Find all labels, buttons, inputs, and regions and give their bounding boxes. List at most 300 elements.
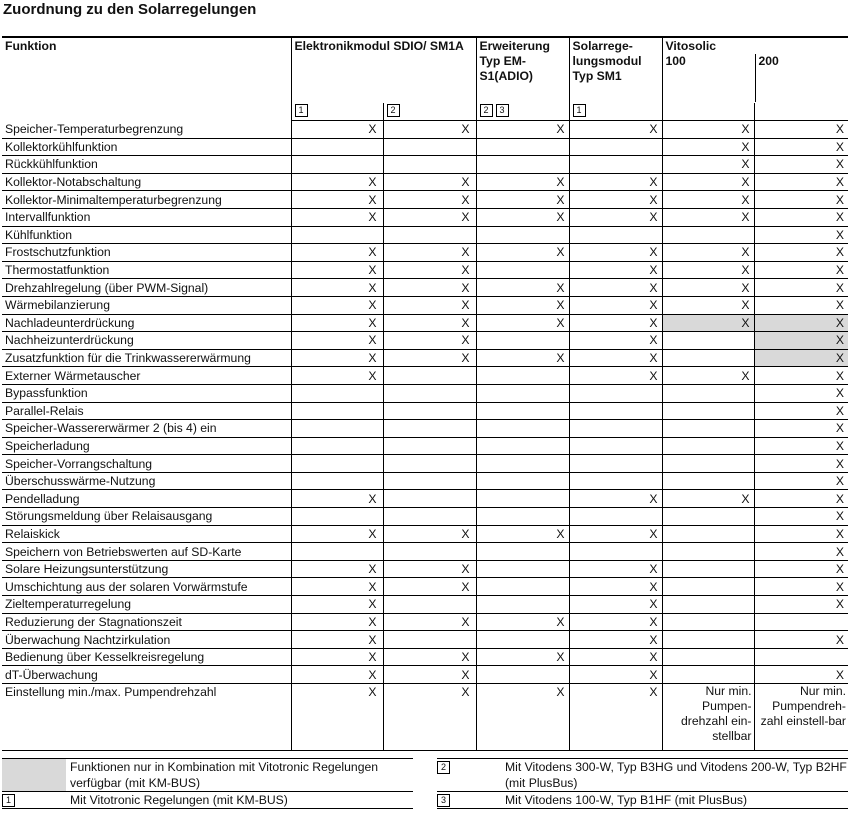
table-row bbox=[2, 631, 848, 649]
row-mark-cell bbox=[754, 261, 848, 279]
row-mark-cell bbox=[476, 156, 569, 174]
row-mark-cell bbox=[383, 596, 476, 614]
table-row bbox=[2, 648, 848, 666]
row-mark-cell bbox=[662, 121, 754, 139]
row-mark-cell bbox=[383, 332, 476, 350]
row-mark-cell bbox=[754, 121, 848, 139]
row-mark-cell bbox=[383, 543, 476, 561]
row-mark-cell bbox=[754, 490, 848, 508]
row-mark-cell bbox=[754, 455, 848, 473]
mark-x: X bbox=[835, 157, 845, 172]
table-row bbox=[2, 437, 848, 455]
row-mark-cell bbox=[662, 631, 754, 649]
row-mark-cell bbox=[383, 525, 476, 543]
table-row bbox=[2, 296, 848, 314]
legend-gray-swatch bbox=[2, 759, 66, 792]
row-mark-cell bbox=[476, 314, 569, 332]
row-function-name: Umschichtung aus der solaren Vorwärmstufe bbox=[2, 578, 291, 596]
mark-x: X bbox=[368, 597, 377, 612]
mark-x: X bbox=[741, 298, 750, 313]
row-mark-cell bbox=[662, 244, 754, 262]
row-mark-cell bbox=[383, 402, 476, 420]
mark-x: X bbox=[556, 298, 565, 313]
mark-x: X bbox=[368, 245, 377, 260]
row-mark-cell bbox=[383, 226, 476, 244]
row-function-name: Frostschutzfunktion bbox=[2, 244, 291, 262]
mark-x: X bbox=[556, 526, 565, 541]
legend-box-3: 3 bbox=[437, 794, 450, 807]
table-row bbox=[2, 121, 848, 139]
row-mark-cell bbox=[476, 367, 569, 385]
row-function-name: Wärmebilanzierung bbox=[2, 296, 291, 314]
row-mark-cell bbox=[754, 367, 848, 385]
table-row bbox=[2, 226, 848, 244]
mark-x: X bbox=[741, 315, 750, 330]
row-mark-cell bbox=[754, 525, 848, 543]
row-function-name: Kollektor-Minimaltemperaturbegrenzung bbox=[2, 191, 291, 209]
row-mark-cell bbox=[754, 560, 848, 578]
row-mark-cell bbox=[383, 648, 476, 666]
row-function-name: Zieltemperaturregelung bbox=[2, 596, 291, 614]
row-mark-cell bbox=[476, 244, 569, 262]
legend-box-2: 2 bbox=[437, 761, 450, 774]
row-mark-cell bbox=[476, 437, 569, 455]
mark-x: X bbox=[649, 650, 658, 665]
legend-right bbox=[437, 758, 848, 809]
mark-x: X bbox=[835, 263, 845, 278]
row-mark-cell bbox=[662, 543, 754, 561]
mark-x: X bbox=[368, 650, 377, 665]
row-mark-cell bbox=[291, 244, 383, 262]
row-mark-cell bbox=[383, 121, 476, 139]
mark-x: X bbox=[741, 122, 750, 137]
row-function-name: Überwachung Nachtzirkulation bbox=[2, 631, 291, 649]
row-mark-cell bbox=[476, 173, 569, 191]
header-funktion: Funktion bbox=[2, 37, 291, 121]
row-mark-cell bbox=[291, 543, 383, 561]
mark-x: X bbox=[835, 403, 845, 418]
table-row bbox=[2, 191, 848, 209]
mark-x: X bbox=[556, 192, 565, 207]
mark-x: X bbox=[368, 368, 377, 383]
row-mark-cell bbox=[569, 191, 662, 209]
header-vitosolic-label: Vitosolic bbox=[665, 39, 717, 53]
mark-x: X bbox=[556, 614, 565, 629]
row-mark-cell bbox=[754, 508, 848, 526]
table-row bbox=[2, 472, 848, 490]
table-row bbox=[2, 208, 848, 226]
row-mark-cell bbox=[569, 349, 662, 367]
mark-x: X bbox=[649, 614, 658, 629]
mark-x: X bbox=[649, 210, 658, 225]
mark-x: X bbox=[835, 421, 845, 436]
row-mark-cell bbox=[383, 490, 476, 508]
mark-x: X bbox=[835, 351, 845, 366]
row-mark-cell bbox=[476, 578, 569, 596]
mark-x: X bbox=[461, 562, 470, 577]
mark-x: X bbox=[556, 351, 565, 366]
table-row bbox=[2, 244, 848, 262]
row-mark-cell bbox=[662, 472, 754, 490]
legend-gray-text: Funktionen nur in Kombination mit Vitotronic Regelungen verfügbar (mit KM-BUS) bbox=[66, 759, 413, 792]
row-mark-cell bbox=[569, 437, 662, 455]
mark-x: X bbox=[835, 298, 845, 313]
row-mark-cell bbox=[569, 173, 662, 191]
row-function-name: Pendelladung bbox=[2, 490, 291, 508]
mark-x: X bbox=[368, 175, 377, 190]
mark-x: X bbox=[368, 614, 377, 629]
mark-x: X bbox=[835, 192, 845, 207]
row-mark-cell bbox=[476, 121, 569, 139]
mark-x: X bbox=[649, 491, 658, 506]
mark-x: X bbox=[741, 280, 750, 295]
row-mark-cell bbox=[383, 613, 476, 631]
row-mark-cell bbox=[383, 508, 476, 526]
row-mark-cell bbox=[383, 244, 476, 262]
row-function-name: Speicher-Temperaturbegrenzung bbox=[2, 121, 291, 139]
legend-box-1: 1 bbox=[2, 794, 15, 807]
footnote-box-1: 1 bbox=[295, 104, 308, 117]
pump-speed-note: Nur min. Pumpen-drehzahl ein-stellbar bbox=[662, 684, 754, 751]
row-mark-cell bbox=[291, 666, 383, 684]
table-row bbox=[2, 349, 848, 367]
table-row bbox=[2, 490, 848, 508]
row-mark-cell bbox=[569, 121, 662, 139]
table-row bbox=[2, 261, 848, 279]
mark-x: X bbox=[461, 192, 470, 207]
mark-x: X bbox=[835, 491, 845, 506]
mark-x: X bbox=[368, 298, 377, 313]
row-mark-cell bbox=[569, 402, 662, 420]
mark-x: X bbox=[368, 632, 377, 647]
row-mark-cell bbox=[476, 261, 569, 279]
pump-speed-note: Nur min. Pumpendreh-zahl einstell-bar bbox=[754, 684, 848, 751]
row-function-name: Nachheizunterdrückung bbox=[2, 332, 291, 350]
row-mark-cell bbox=[291, 437, 383, 455]
mark-x: X bbox=[741, 245, 750, 260]
row-mark-cell bbox=[662, 349, 754, 367]
row-function-name: Reduzierung der Stagnationszeit bbox=[2, 613, 291, 631]
row-mark-cell bbox=[754, 578, 848, 596]
mark-x: X bbox=[835, 122, 845, 137]
row-mark-cell bbox=[662, 402, 754, 420]
row-function-name: Thermostatfunktion bbox=[2, 261, 291, 279]
row-mark-cell bbox=[569, 455, 662, 473]
page-title: Zuordnung zu den Solarregelungen bbox=[3, 1, 257, 18]
row-mark-cell bbox=[291, 279, 383, 297]
row-mark-cell bbox=[291, 578, 383, 596]
mark-x: X bbox=[461, 280, 470, 295]
row-mark-cell bbox=[476, 384, 569, 402]
row-function-name: Speicher-Wassererwärmer 2 (bis 4) ein bbox=[2, 420, 291, 438]
table-row bbox=[2, 279, 848, 297]
mark-x: X bbox=[649, 632, 658, 647]
row-mark-cell bbox=[383, 367, 476, 385]
row-mark-cell bbox=[569, 226, 662, 244]
row-mark-cell bbox=[291, 631, 383, 649]
row-function-name: Speichern von Betriebswerten auf SD-Karte bbox=[2, 543, 291, 561]
mark-x: X bbox=[741, 210, 750, 225]
row-mark-cell bbox=[291, 472, 383, 490]
row-function-name: Externer Wärmetauscher bbox=[2, 367, 291, 385]
footnote-box-1: 1 bbox=[573, 104, 586, 117]
row-function-name: Einstellung min./max. Pumpendrehzahl bbox=[2, 684, 291, 751]
mark-x: X bbox=[741, 263, 750, 278]
row-mark-cell bbox=[569, 508, 662, 526]
mark-x: X bbox=[461, 122, 470, 137]
row-mark-cell bbox=[754, 472, 848, 490]
row-mark-cell bbox=[291, 455, 383, 473]
mark-x: X bbox=[368, 210, 377, 225]
row-mark-cell bbox=[569, 578, 662, 596]
row-mark-cell bbox=[383, 631, 476, 649]
mark-x: X bbox=[556, 245, 565, 260]
row-mark-cell bbox=[291, 490, 383, 508]
row-mark-cell bbox=[754, 631, 848, 649]
row-mark-cell bbox=[291, 226, 383, 244]
row-mark-cell bbox=[754, 402, 848, 420]
row-function-name: dT-Überwachung bbox=[2, 666, 291, 684]
row-mark-cell bbox=[383, 156, 476, 174]
row-mark-cell bbox=[569, 314, 662, 332]
mark-x: X bbox=[556, 650, 565, 665]
row-mark-cell bbox=[291, 191, 383, 209]
row-mark-cell bbox=[291, 560, 383, 578]
row-mark-cell bbox=[383, 472, 476, 490]
mark-x: X bbox=[835, 175, 845, 190]
row-mark-cell bbox=[569, 684, 662, 751]
row-function-name: Störungsmeldung über Relaisausgang bbox=[2, 508, 291, 526]
mark-x: X bbox=[461, 210, 470, 225]
row-function-name: Rückkühlfunktion bbox=[2, 156, 291, 174]
mark-x: X bbox=[556, 315, 565, 330]
table-row bbox=[2, 543, 848, 561]
row-mark-cell bbox=[569, 244, 662, 262]
row-mark-cell bbox=[662, 156, 754, 174]
row-mark-cell bbox=[662, 578, 754, 596]
table-row bbox=[2, 314, 848, 332]
mark-x: X bbox=[461, 315, 470, 330]
header-vitosolic-200: 200 bbox=[755, 54, 849, 102]
row-mark-cell bbox=[383, 384, 476, 402]
row-mark-cell bbox=[662, 367, 754, 385]
footnote-box-3: 3 bbox=[496, 104, 509, 117]
row-mark-cell bbox=[476, 296, 569, 314]
row-mark-cell bbox=[476, 525, 569, 543]
row-mark-cell bbox=[476, 455, 569, 473]
mark-x: X bbox=[741, 175, 750, 190]
row-mark-cell bbox=[476, 349, 569, 367]
row-mark-cell bbox=[291, 384, 383, 402]
row-mark-cell bbox=[383, 138, 476, 156]
mark-x: X bbox=[461, 175, 470, 190]
mark-x: X bbox=[741, 491, 750, 506]
row-mark-cell bbox=[662, 279, 754, 297]
mark-x: X bbox=[368, 491, 377, 506]
row-mark-cell bbox=[476, 613, 569, 631]
mark-x: X bbox=[835, 526, 845, 541]
mark-x: X bbox=[649, 597, 658, 612]
footnote-box-2: 2 bbox=[387, 104, 400, 117]
row-mark-cell bbox=[476, 648, 569, 666]
row-mark-cell bbox=[476, 543, 569, 561]
row-mark-cell bbox=[569, 296, 662, 314]
table-row bbox=[2, 384, 848, 402]
row-mark-cell bbox=[569, 596, 662, 614]
row-mark-cell bbox=[383, 208, 476, 226]
row-mark-cell bbox=[662, 613, 754, 631]
row-mark-cell bbox=[476, 472, 569, 490]
row-mark-cell bbox=[383, 684, 476, 751]
row-function-name: Parallel-Relais bbox=[2, 402, 291, 420]
row-mark-cell bbox=[476, 508, 569, 526]
header-sm1: Solarrege-lungsmodul Typ SM1 bbox=[569, 37, 662, 103]
mark-x: X bbox=[368, 333, 377, 348]
row-mark-cell bbox=[569, 261, 662, 279]
row-function-name: Drehzahlregelung (über PWM-Signal) bbox=[2, 279, 291, 297]
row-mark-cell bbox=[476, 560, 569, 578]
row-mark-cell bbox=[662, 560, 754, 578]
row-mark-cell bbox=[476, 226, 569, 244]
row-mark-cell bbox=[569, 613, 662, 631]
row-mark-cell bbox=[754, 279, 848, 297]
mark-x: X bbox=[835, 544, 845, 559]
row-function-name: Überschusswärme-Nutzung bbox=[2, 472, 291, 490]
row-mark-cell bbox=[476, 631, 569, 649]
mark-x: X bbox=[461, 667, 470, 682]
mark-x: X bbox=[461, 245, 470, 260]
mark-x: X bbox=[835, 562, 845, 577]
mark-x: X bbox=[835, 474, 845, 489]
row-mark-cell bbox=[476, 402, 569, 420]
row-mark-cell bbox=[662, 208, 754, 226]
table-row bbox=[2, 420, 848, 438]
mark-x: X bbox=[835, 245, 845, 260]
row-mark-cell bbox=[754, 648, 848, 666]
row-mark-cell bbox=[662, 648, 754, 666]
mark-x: X bbox=[461, 685, 470, 699]
row-mark-cell bbox=[291, 121, 383, 139]
legend-box2-text: Mit Vitodens 300-W, Typ B3HG und Vitodens 200-W, Typ B2HF (mit PlusBus) bbox=[501, 759, 848, 792]
row-function-name: Nachladeunterdrückung bbox=[2, 314, 291, 332]
row-mark-cell bbox=[754, 226, 848, 244]
row-function-name: Kollektor-Notabschaltung bbox=[2, 173, 291, 191]
row-mark-cell bbox=[754, 156, 848, 174]
mark-x: X bbox=[649, 175, 658, 190]
row-mark-cell bbox=[662, 455, 754, 473]
row-function-name: Speicherladung bbox=[2, 437, 291, 455]
row-mark-cell bbox=[291, 314, 383, 332]
row-mark-cell bbox=[754, 420, 848, 438]
row-mark-cell bbox=[291, 596, 383, 614]
table-row bbox=[2, 455, 848, 473]
mark-x: X bbox=[835, 597, 845, 612]
row-mark-cell bbox=[662, 314, 754, 332]
mark-x: X bbox=[835, 509, 845, 524]
row-mark-cell bbox=[662, 437, 754, 455]
row-mark-cell bbox=[476, 208, 569, 226]
row-mark-cell bbox=[476, 684, 569, 751]
mark-x: X bbox=[835, 333, 845, 348]
row-mark-cell bbox=[569, 490, 662, 508]
table-row bbox=[2, 525, 848, 543]
row-mark-cell bbox=[291, 420, 383, 438]
mark-x: X bbox=[649, 192, 658, 207]
mark-x: X bbox=[368, 685, 377, 699]
row-mark-cell bbox=[291, 173, 383, 191]
row-mark-cell bbox=[662, 525, 754, 543]
row-mark-cell bbox=[569, 367, 662, 385]
mark-x: X bbox=[368, 579, 377, 594]
mark-x: X bbox=[368, 526, 377, 541]
mark-x: X bbox=[741, 157, 750, 172]
row-mark-cell bbox=[383, 560, 476, 578]
mark-x: X bbox=[461, 650, 470, 665]
row-mark-cell bbox=[476, 279, 569, 297]
row-mark-cell bbox=[476, 420, 569, 438]
table-row bbox=[2, 173, 848, 191]
header-vitosolic-100: 100 bbox=[665, 54, 686, 68]
row-mark-cell bbox=[662, 596, 754, 614]
mark-x: X bbox=[835, 579, 845, 594]
row-function-name: Bedienung über Kesselkreisregelung bbox=[2, 648, 291, 666]
row-mark-cell bbox=[291, 648, 383, 666]
mark-x: X bbox=[835, 632, 845, 647]
row-mark-cell bbox=[569, 208, 662, 226]
row-mark-cell bbox=[754, 208, 848, 226]
mark-x: X bbox=[649, 245, 658, 260]
mark-x: X bbox=[649, 579, 658, 594]
mark-x: X bbox=[741, 368, 750, 383]
mark-x: X bbox=[461, 614, 470, 629]
header-vitosolic bbox=[662, 37, 848, 103]
footnote-box-2: 2 bbox=[480, 104, 493, 117]
row-mark-cell bbox=[383, 191, 476, 209]
row-mark-cell bbox=[569, 631, 662, 649]
row-mark-cell bbox=[291, 349, 383, 367]
mark-x: X bbox=[649, 526, 658, 541]
mark-x: X bbox=[649, 562, 658, 577]
row-mark-cell bbox=[476, 332, 569, 350]
mark-x: X bbox=[649, 667, 658, 682]
row-mark-cell bbox=[754, 543, 848, 561]
row-mark-cell bbox=[662, 384, 754, 402]
legend-left bbox=[2, 758, 413, 809]
row-mark-cell bbox=[754, 437, 848, 455]
row-mark-cell bbox=[383, 261, 476, 279]
table-row bbox=[2, 332, 848, 350]
mark-x: X bbox=[368, 122, 377, 137]
mark-x: X bbox=[368, 667, 377, 682]
row-function-name: Relaiskick bbox=[2, 525, 291, 543]
mark-x: X bbox=[461, 526, 470, 541]
mark-x: X bbox=[835, 667, 845, 682]
row-mark-cell bbox=[569, 279, 662, 297]
mark-x: X bbox=[649, 333, 658, 348]
row-mark-cell bbox=[569, 648, 662, 666]
mark-x: X bbox=[741, 192, 750, 207]
mark-x: X bbox=[835, 280, 845, 295]
mark-x: X bbox=[649, 280, 658, 295]
table-row bbox=[2, 508, 848, 526]
row-mark-cell bbox=[291, 684, 383, 751]
row-function-name: Speicher-Vorrangschaltung bbox=[2, 455, 291, 473]
mark-x: X bbox=[461, 579, 470, 594]
row-mark-cell bbox=[291, 367, 383, 385]
table-row bbox=[2, 367, 848, 385]
table-row bbox=[2, 666, 848, 684]
mark-x: X bbox=[649, 298, 658, 313]
